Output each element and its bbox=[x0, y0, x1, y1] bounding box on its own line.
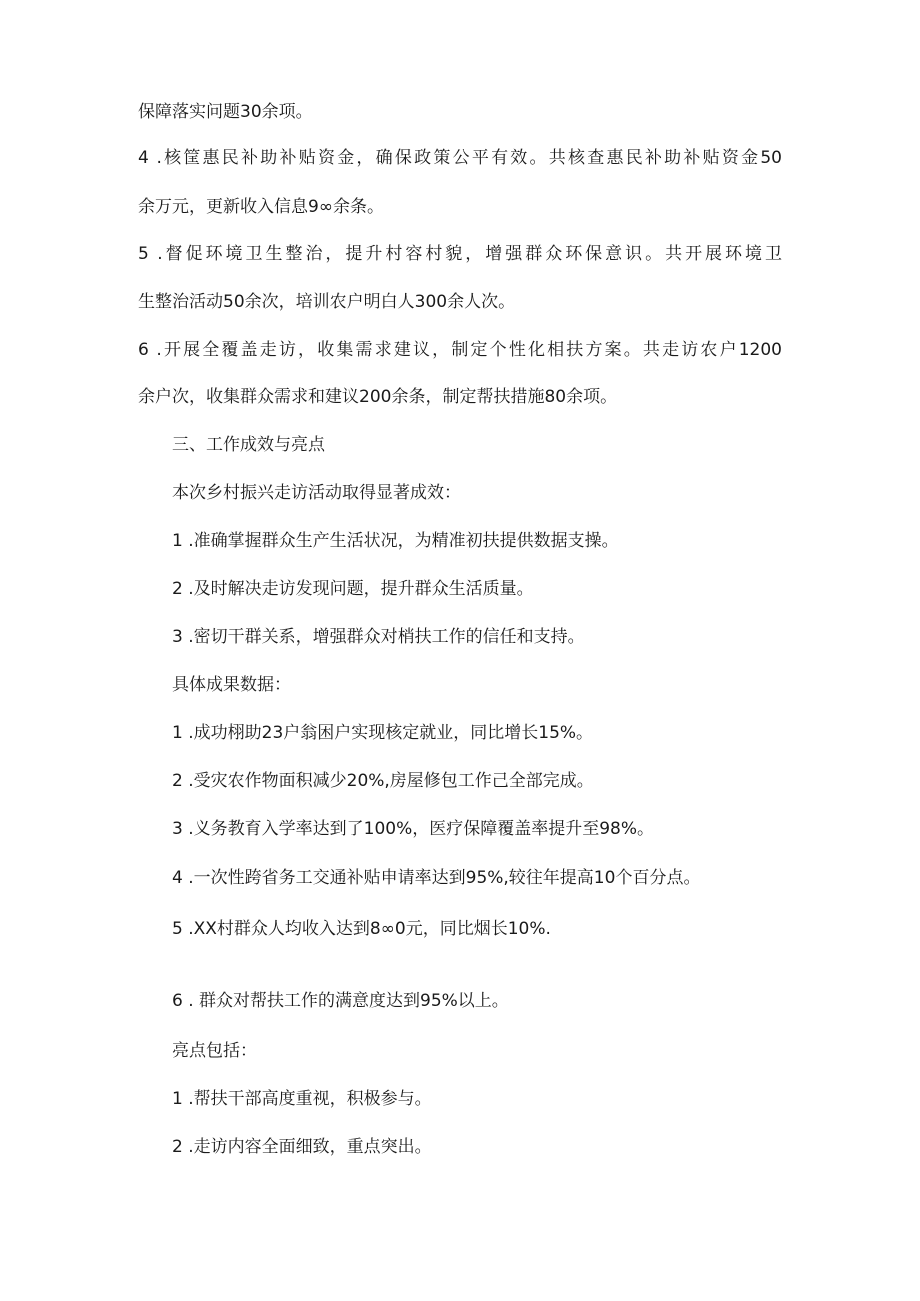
highlight-item-1: 1 .帮扶干部高度重视，积极参与。 bbox=[172, 1089, 432, 1109]
effect-item-2: 2 .及时解决走访发现问题，提升群众生活质量。 bbox=[172, 579, 534, 599]
list-item-4-line-2: 余万元，更新收入信息9∞余条。 bbox=[138, 197, 384, 217]
data-item-2: 2 .受灾农作物面积减少20%,房屋修包工作己全部完成。 bbox=[172, 771, 594, 791]
list-item-6-line-1: 6 .开展全覆盖走访，收集需求建议，制定个性化相扶方案。共走访农户1200 bbox=[138, 340, 782, 360]
data-item-5: 5 .XX村群众人均收入达到8∞0元，同比烟长10%. bbox=[172, 919, 551, 939]
list-item-6-line-2: 余户次，收集群众需求和建议200余条，制定帮扶措施80余项。 bbox=[138, 387, 618, 407]
list-item-4-line-1: 4 .核筐惠民补助补贴资金，确保政策公平有效。共核查惠民补助补贴资金50 bbox=[138, 148, 782, 168]
section-intro: 本次乡村振兴走访活动取得显著成效： bbox=[172, 483, 461, 503]
list-item-5-line-2: 生整治活动50余次，培训农户明白人300余人次。 bbox=[138, 292, 516, 312]
highlight-item-2: 2 .走访内容全面细致，重点突出。 bbox=[172, 1137, 432, 1157]
section-heading: 三、工作成效与亮点 bbox=[172, 435, 325, 455]
effect-item-3: 3 .密切干群关系，增强群众对梢扶工作的信任和支持。 bbox=[172, 627, 585, 647]
highlights-heading: 亮点包括： bbox=[172, 1041, 257, 1061]
data-item-4: 4 .一次性跨省务工交通补贴申请率达到95%,较往年提高10个百分点。 bbox=[172, 868, 701, 888]
paragraph-line: 保障落实问题30余项。 bbox=[138, 102, 313, 122]
data-heading: 具体成果数据： bbox=[172, 675, 291, 695]
data-item-1: 1 .成功栩助23户翁困户实现核定就业，同比增长15%。 bbox=[172, 723, 594, 743]
effect-item-1: 1 .准确掌握群众生产生活状况，为精准初扶提供数据支操。 bbox=[172, 531, 619, 551]
list-item-5-line-1: 5 .督促环境卫生整治，提升村容村貌，增强群众环保意识。共开展环境卫 bbox=[138, 244, 782, 264]
data-item-6: 6 . 群众对帮扶工作的满意度达到95%以上。 bbox=[172, 991, 509, 1011]
data-item-3: 3 .义务教育入学率达到了100%，医疗保障覆盖率提升至98%。 bbox=[172, 819, 655, 839]
